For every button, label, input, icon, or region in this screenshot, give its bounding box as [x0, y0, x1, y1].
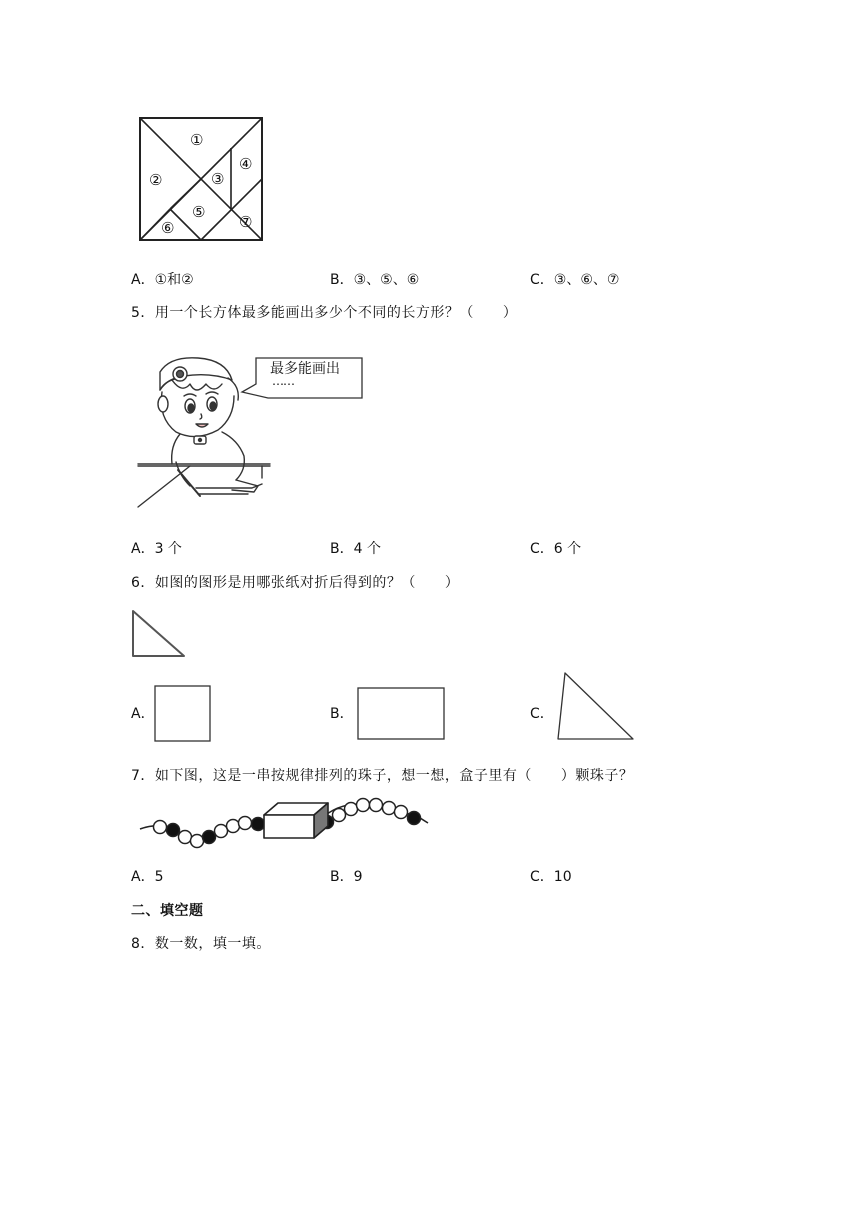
speech-bubble-line-2: …… — [272, 374, 294, 388]
q7-question: 7．如下图，这是一串按规律排列的珠子，想一想，盒子里有（ ）颗珠子？ — [131, 768, 634, 784]
tangram-label-2: ② — [149, 171, 163, 189]
tangram-label-4: ④ — [239, 155, 253, 173]
option-text: ③、⑥、⑦ — [553, 272, 620, 288]
option-text: 3 个 — [154, 541, 182, 557]
tangram-label-6: ⑥ — [161, 219, 175, 237]
option-letter: B． — [330, 706, 354, 722]
option-letter: C． — [530, 706, 554, 722]
speech-bubble-line-1: 最多能画出 — [270, 361, 340, 377]
option-letter: B． — [330, 869, 354, 885]
option-text: ③、⑤、⑥ — [353, 272, 420, 288]
q7-option-b[interactable] — [330, 868, 363, 886]
section-heading-fill-in: 二、填空题 — [131, 903, 204, 919]
tangram-label-1: ① — [190, 131, 204, 149]
tangram-label-7: ⑦ — [239, 213, 253, 231]
option-text: 4 个 — [353, 541, 381, 557]
option-letter: A． — [131, 541, 155, 557]
tangram-label-5: ⑤ — [192, 203, 206, 221]
q5-question: 5．用一个长方体最多能画出多少个不同的长方形？（ ） — [131, 305, 518, 321]
option-letter: C． — [530, 869, 554, 885]
q6-question: 6．如图的图形是用哪张纸对折后得到的？（ ） — [131, 575, 460, 591]
option-letter: A． — [131, 706, 155, 722]
q7-option-c[interactable] — [530, 868, 572, 886]
option-text: ①和② — [154, 272, 194, 288]
option-letter: A． — [131, 272, 155, 288]
tangram-label-3: ③ — [211, 170, 225, 188]
option-text: 6 个 — [553, 541, 582, 557]
option-letter: A． — [131, 869, 155, 885]
option-letter: B． — [330, 541, 354, 557]
option-letter: C． — [530, 272, 554, 288]
q7-option-a[interactable] — [131, 868, 164, 886]
option-text: 9 — [353, 869, 363, 885]
option-letter: C． — [530, 541, 554, 557]
option-text: 5 — [154, 869, 164, 885]
option-letter: B． — [330, 272, 354, 288]
q8-question: 8．数一数，填一填。 — [131, 936, 271, 952]
option-text: 10 — [553, 869, 572, 885]
